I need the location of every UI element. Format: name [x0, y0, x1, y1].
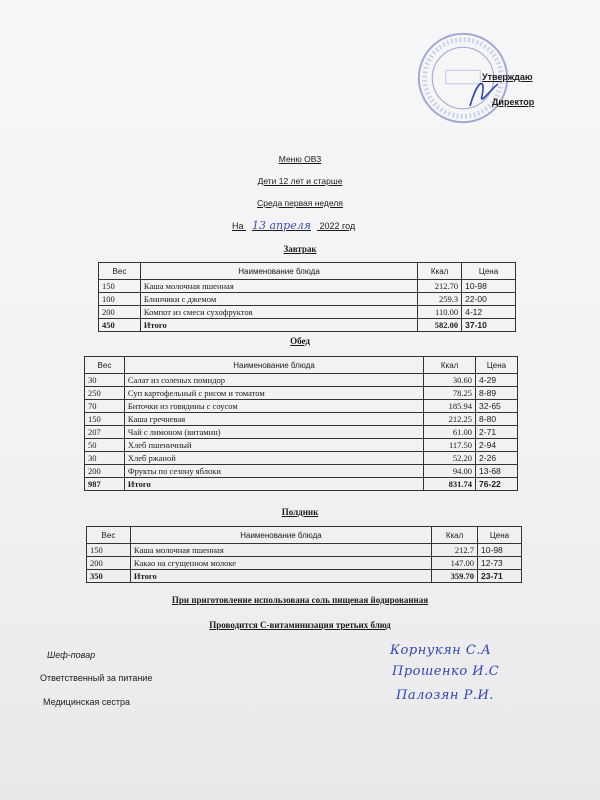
cell-weight: 207 — [85, 426, 125, 439]
date-prefix: На — [232, 221, 244, 231]
cell-price: 4-12 — [462, 306, 516, 319]
cell-name: Салат из соленых помидор — [124, 374, 423, 387]
total-weight: 450 — [99, 319, 141, 332]
table-row — [85, 387, 518, 400]
total-label: Итого — [130, 570, 431, 583]
cell-name: Фрукты по сезону яблоки — [124, 465, 423, 478]
cell-price: 2-94 — [476, 439, 518, 452]
cell-name: Каша молочная пшенная — [140, 280, 417, 293]
col-kcal: Ккал — [432, 527, 478, 544]
cell-kcal: 52.20 — [424, 452, 476, 465]
signature-role-nurse: Медицинская сестра — [43, 697, 130, 707]
table-row — [85, 465, 518, 478]
vitamin-note: Проводится С-витаминизация третьих блюд — [209, 620, 391, 630]
col-name: Наименование блюда — [140, 263, 417, 280]
cell-weight: 50 — [85, 439, 125, 452]
cell-kcal: 212.7 — [432, 544, 478, 557]
cell-weight: 70 — [85, 400, 125, 413]
salt-note: При приготовление использована соль пищевая йодированная — [171, 595, 429, 605]
total-label: Итого — [140, 319, 417, 332]
table-row — [85, 374, 518, 387]
total-kcal: 359.70 — [432, 570, 478, 583]
total-label: Итого — [124, 478, 423, 491]
cell-name: Суп картофельный с рисом и томатом — [124, 387, 423, 400]
col-price: Цена — [476, 357, 518, 374]
table-row — [87, 557, 522, 570]
table-row — [85, 439, 518, 452]
cell-kcal: 94.00 — [424, 465, 476, 478]
cell-price: 10-98 — [462, 280, 516, 293]
cell-kcal: 259.3 — [418, 293, 462, 306]
total-weight: 987 — [85, 478, 125, 491]
table-header-row — [87, 527, 522, 544]
table-header-row — [99, 263, 516, 280]
cell-name: Какао на сгущенном молоке — [130, 557, 431, 570]
total-kcal: 831.74 — [424, 478, 476, 491]
snack-table — [86, 526, 522, 583]
cell-price: 13-68 — [476, 465, 518, 478]
cell-price: 12-73 — [478, 557, 522, 570]
cell-kcal: 212.25 — [424, 413, 476, 426]
cell-name: Каша молочная пшенная — [130, 544, 431, 557]
table-row — [99, 293, 516, 306]
cell-weight: 150 — [87, 544, 131, 557]
total-kcal: 582.00 — [418, 319, 462, 332]
cell-name: Хлеб ржаной — [124, 452, 423, 465]
approve-label: Утверждаю — [482, 72, 533, 82]
handwritten-date: 13 апреля — [252, 219, 312, 232]
director-label: Директор — [492, 97, 535, 107]
col-weight: Вес — [99, 263, 141, 280]
signature-nurse-handwritten: Палозян Р.И. — [396, 688, 494, 703]
total-price: 23-71 — [478, 570, 522, 583]
col-kcal: Ккал — [418, 263, 462, 280]
cell-weight: 100 — [99, 293, 141, 306]
table-row — [85, 426, 518, 439]
cell-price: 8-89 — [476, 387, 518, 400]
cell-weight: 200 — [87, 557, 131, 570]
cell-price: 4-29 — [476, 374, 518, 387]
breakfast-title: Завтрак — [283, 244, 317, 254]
date-suffix: 2022 год — [319, 221, 356, 231]
col-price: Цена — [478, 527, 522, 544]
cell-kcal: 61.00 — [424, 426, 476, 439]
col-weight: Вес — [85, 357, 125, 374]
cell-kcal: 212.70 — [418, 280, 462, 293]
signature-nutrition-handwritten: Прошенко И.С — [392, 664, 500, 679]
cell-name: Биточки из говядины с соусом — [124, 400, 423, 413]
cell-price: 32-65 — [476, 400, 518, 413]
cell-kcal: 147.00 — [432, 557, 478, 570]
col-price: Цена — [462, 263, 516, 280]
total-price: 37-10 — [462, 319, 516, 332]
cell-weight: 30 — [85, 374, 125, 387]
cell-kcal: 117.50 — [424, 439, 476, 452]
cell-weight: 150 — [85, 413, 125, 426]
col-weight: Вес — [87, 527, 131, 544]
cell-kcal: 78.25 — [424, 387, 476, 400]
total-price: 76-22 — [476, 478, 518, 491]
cell-price: 10-98 — [478, 544, 522, 557]
cell-weight: 150 — [99, 280, 141, 293]
cell-name: Каша гречневая — [124, 413, 423, 426]
cell-price: 8-80 — [476, 413, 518, 426]
cell-weight: 30 — [85, 452, 125, 465]
table-row — [85, 452, 518, 465]
cell-kcal: 110.00 — [418, 306, 462, 319]
cell-price: 2-71 — [476, 426, 518, 439]
cell-weight: 250 — [85, 387, 125, 400]
cell-kcal: 30.60 — [424, 374, 476, 387]
table-row — [85, 413, 518, 426]
cell-name: Хлеб пшеничный — [124, 439, 423, 452]
date-line — [232, 219, 355, 232]
lunch-title: Обед — [290, 336, 310, 346]
signature-chef-handwritten: Корнукян С.А — [390, 643, 492, 658]
cell-name: Блинчики с джемом — [140, 293, 417, 306]
cell-weight: 200 — [99, 306, 141, 319]
cell-name: Чай с лимоном (витамин) — [124, 426, 423, 439]
cell-weight: 200 — [85, 465, 125, 478]
table-header-row — [85, 357, 518, 374]
breakfast-table — [98, 262, 516, 332]
table-row — [99, 280, 516, 293]
signature-role-nutrition: Ответственный за питание — [40, 673, 153, 683]
cell-price: 22-00 — [462, 293, 516, 306]
snack-title: Полдник — [281, 507, 319, 517]
col-name: Наименование блюда — [130, 527, 431, 544]
cell-name: Компот из смеси сухофруктов — [140, 306, 417, 319]
menu-title: Меню ОВЗ — [278, 154, 322, 164]
audience-line: Дети 12 лет и старше — [257, 176, 343, 186]
total-row — [85, 478, 518, 491]
lunch-table — [84, 356, 518, 491]
cell-kcal: 185.94 — [424, 400, 476, 413]
col-kcal: Ккал — [424, 357, 476, 374]
table-row — [99, 306, 516, 319]
signature-role-chef: Шеф-повар — [47, 650, 96, 660]
table-row — [85, 400, 518, 413]
total-row — [99, 319, 516, 332]
day-line: Среда первая неделя — [257, 198, 343, 208]
col-name: Наименование блюда — [124, 357, 423, 374]
total-row — [87, 570, 522, 583]
table-row — [87, 544, 522, 557]
total-weight: 350 — [87, 570, 131, 583]
cell-price: 2-26 — [476, 452, 518, 465]
